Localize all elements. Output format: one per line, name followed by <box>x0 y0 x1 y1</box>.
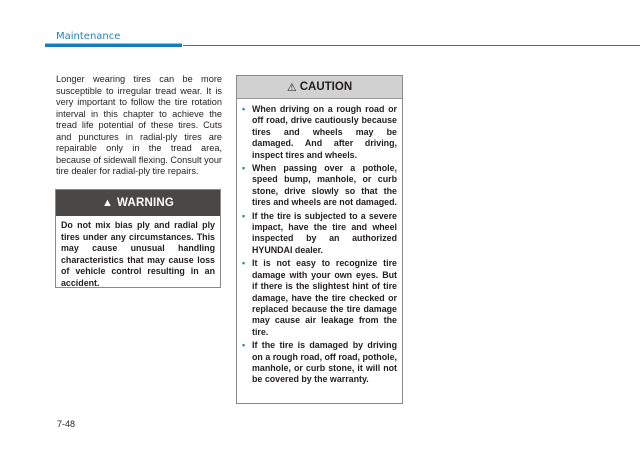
caution-item <box>242 104 397 161</box>
warning-title: WARNING <box>117 197 175 209</box>
header-rule-thin <box>183 45 640 46</box>
warning-box <box>55 189 221 288</box>
bullet-icon: • <box>242 104 246 114</box>
caution-item-text: When driving on a rough road or off road, drive cautiously because tires and wheels may be damaged. And after driving, inspect tires and wheels. <box>252 104 397 160</box>
caution-item-text: When passing over a pothole, speed bump, manhole, or curb stone, drive slowly so that the tires and wheels are not damaged. <box>252 163 398 208</box>
caution-triangle-icon: ⚠ <box>286 81 297 94</box>
body-paragraph: Longer wearing tires can be more susceptible to irregular tread wear. It is very important to follow the tire rotation interval in this chapter to achieve the tread life potential of these tires. Cuts and punctures in radial-ply tires are repairable only in the tread area, because of sidewall flexing. Consult your tire dealer for radial-ply tire repairs. <box>56 74 222 176</box>
bullet-icon: • <box>242 163 246 174</box>
caution-item <box>242 211 397 257</box>
caution-item <box>242 258 397 338</box>
warning-triangle-icon: ▲ <box>101 197 114 209</box>
bullet-icon: • <box>242 258 246 269</box>
header-rule-thick <box>45 44 182 47</box>
caution-item-text: If the tire is damaged by driving on a rough road, off road, pothole, manhole, or curb stone, it will not be covered by the warranty. <box>252 340 397 385</box>
warning-header <box>56 190 220 216</box>
bullet-icon: • <box>242 210 246 221</box>
caution-item <box>242 163 397 209</box>
caution-item-text: It is not easy to recognize tire damage with your own eyes. But if there is the slightest hint of tire damage, have the tire checked or replaced because the tire damage may cause air leakage from the tire. <box>252 258 397 337</box>
caution-box <box>236 75 403 404</box>
section-title: Maintenance <box>56 31 121 42</box>
page-number: 7-48 <box>57 419 76 429</box>
caution-item <box>242 340 397 386</box>
caution-item-text: If the tire is subjected to a severe impact, have the tire and wheel inspected by an authorized HYUNDAI dealer. <box>252 210 397 255</box>
bullet-icon: • <box>242 340 246 351</box>
warning-text: Do not mix bias ply and radial ply tires under any circumstances. This may cause unusual handling characteristics that may cause loss of vehicle control resulting in an accident. <box>61 220 215 288</box>
caution-list <box>237 99 402 386</box>
caution-title: CAUTION <box>299 81 353 93</box>
caution-header <box>237 76 402 99</box>
